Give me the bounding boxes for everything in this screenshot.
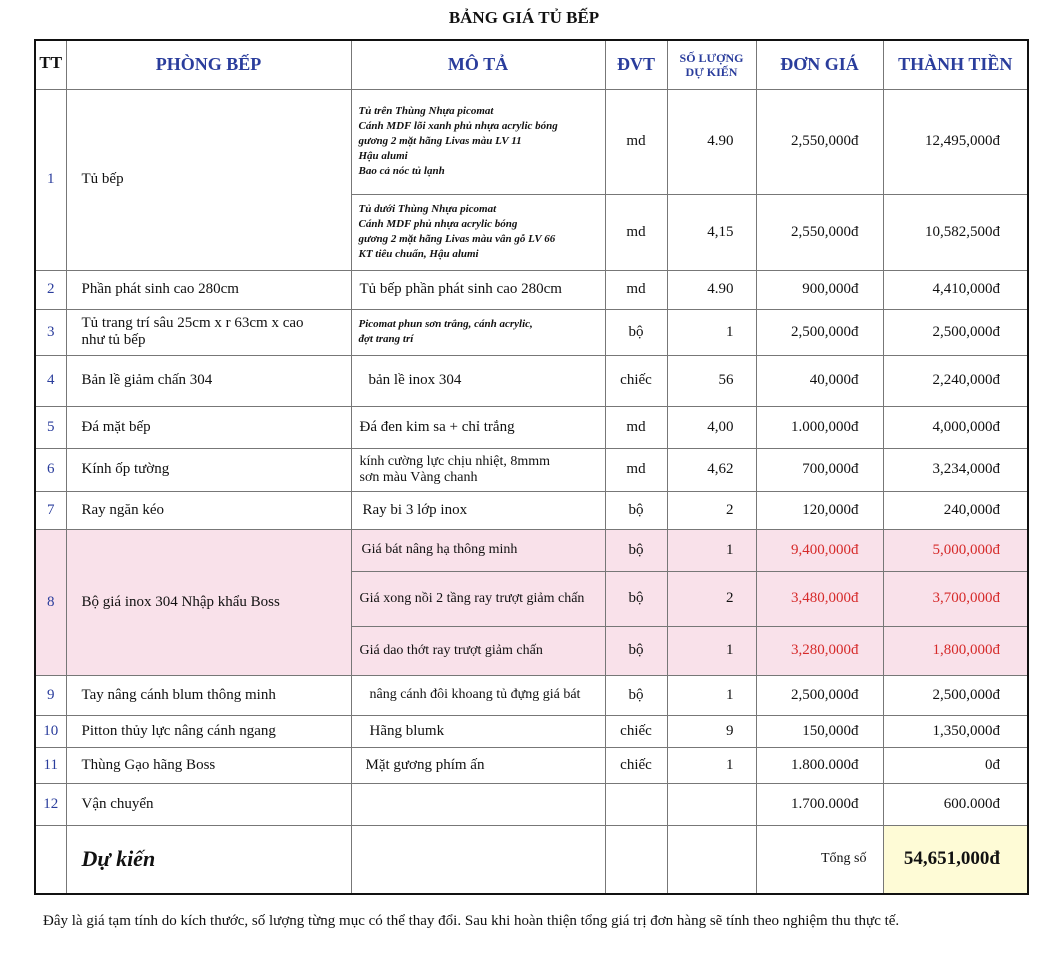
item-unit: md: [605, 194, 667, 270]
item-desc: Ray bi 3 lớp inox: [351, 491, 605, 529]
summary-empty-cell: [351, 825, 605, 894]
row-number: 1: [35, 89, 66, 270]
item-unit: chiếc: [605, 355, 667, 406]
item-name: Bộ giá inox 304 Nhập khẩu Boss: [66, 529, 351, 675]
item-unit: md: [605, 89, 667, 194]
header-qty-line1: SỐ LƯỢNG: [679, 50, 744, 65]
row-number: 3: [35, 309, 66, 355]
desc-line: đợt trang trí: [358, 333, 414, 345]
item-desc: [351, 309, 605, 355]
table-row: [35, 89, 1028, 194]
item-name: Tủ bếp: [66, 89, 351, 270]
total-label: Tổng số: [756, 825, 883, 894]
item-qty: 4,15: [667, 194, 756, 270]
desc-line: kính cường lực chịu nhiệt, 8mmm: [359, 453, 551, 469]
summary-empty-cell: [605, 825, 667, 894]
table-row: [35, 355, 1028, 406]
item-qty: [667, 783, 756, 825]
header-row: [35, 40, 1028, 89]
row-number: 4: [35, 355, 66, 406]
summary-row: [35, 825, 1028, 894]
header-tt: TT: [35, 40, 66, 89]
header-unit: ĐVT: [605, 40, 667, 89]
item-qty: 4,62: [667, 448, 756, 491]
table-row: [35, 747, 1028, 783]
item-unit: md: [605, 406, 667, 448]
desc-line: KT tiêu chuẩn, Hậu alumi: [358, 248, 479, 260]
item-desc: Giá dao thớt ray trượt giảm chấn: [351, 626, 605, 675]
desc-line: Tủ trên Thùng Nhựa picomat: [358, 105, 494, 117]
desc-line: Hậu alumi: [358, 150, 408, 162]
grand-total: 54,651,000đ: [883, 825, 1028, 894]
item-total: 5,000,000đ: [883, 529, 1028, 571]
item-total: 10,582,500đ: [883, 194, 1028, 270]
name-line: như tủ bếp: [81, 332, 146, 348]
price-table: [34, 39, 1029, 895]
item-price: 2,550,000đ: [756, 89, 883, 194]
item-price: 2,500,000đ: [756, 675, 883, 715]
table-row: [35, 309, 1028, 355]
item-name: Bản lề giảm chấn 304: [66, 355, 351, 406]
item-qty: 1: [667, 626, 756, 675]
item-total: 2,240,000đ: [883, 355, 1028, 406]
item-desc: [351, 89, 605, 194]
item-qty: 56: [667, 355, 756, 406]
item-desc: Mặt gương phím ấn: [351, 747, 605, 783]
item-total: 3,234,000đ: [883, 448, 1028, 491]
item-desc: bản lề inox 304: [351, 355, 605, 406]
item-price: 1.000,000đ: [756, 406, 883, 448]
estimate-label: Dự kiến: [66, 825, 351, 894]
row-number: 2: [35, 270, 66, 309]
summary-empty-cell: [667, 825, 756, 894]
item-unit: bộ: [605, 626, 667, 675]
desc-line: sơn màu Vàng chanh: [359, 469, 478, 485]
table-row: [35, 406, 1028, 448]
item-name: Ray ngăn kéo: [66, 491, 351, 529]
item-qty: 1: [667, 747, 756, 783]
footnote: Đây là giá tạm tính do kích thước, số lượng từng mục có thể thay đổi. Sau khi hoàn thiện tổng giá trị đơn hàng sẽ tính theo nghiệm thu thực tế.: [43, 913, 900, 929]
item-price: 1.700.000đ: [756, 783, 883, 825]
item-qty: 1: [667, 309, 756, 355]
item-price: 1.800.000đ: [756, 747, 883, 783]
desc-line: Cánh MDF lõi xanh phủ nhựa acrylic bóng: [358, 120, 558, 132]
item-unit: bộ: [605, 571, 667, 626]
row-number: 12: [35, 783, 66, 825]
desc-line: Bao cả nóc tủ lạnh: [358, 165, 445, 177]
item-unit: [605, 783, 667, 825]
item-unit: bộ: [605, 491, 667, 529]
header-total: THÀNH TIỀN: [883, 40, 1028, 89]
item-name: Thùng Gạo hãng Boss: [66, 747, 351, 783]
table-row: [35, 448, 1028, 491]
item-desc: [351, 448, 605, 491]
item-total: 240,000đ: [883, 491, 1028, 529]
item-total: 12,495,000đ: [883, 89, 1028, 194]
item-qty: 2: [667, 571, 756, 626]
row-number: 11: [35, 747, 66, 783]
header-desc: MÔ TẢ: [351, 40, 605, 89]
item-total: 2,500,000đ: [883, 675, 1028, 715]
item-total: 1,350,000đ: [883, 715, 1028, 747]
item-name: Đá mặt bếp: [66, 406, 351, 448]
item-unit: bộ: [605, 529, 667, 571]
item-desc: Đá đen kim sa + chỉ trắng: [351, 406, 605, 448]
desc-line: gương 2 mặt hãng Livas màu vân gỗ LV 66: [358, 233, 556, 245]
item-desc: Tủ bếp phần phát sinh cao 280cm: [351, 270, 605, 309]
item-unit: bộ: [605, 675, 667, 715]
item-price: 3,280,000đ: [756, 626, 883, 675]
header-qty-line2: DỰ KIẾN: [685, 64, 738, 79]
item-name: Phần phát sinh cao 280cm: [66, 270, 351, 309]
item-total: 600.000đ: [883, 783, 1028, 825]
item-unit: chiếc: [605, 715, 667, 747]
row-number: 10: [35, 715, 66, 747]
row-number: 8: [35, 529, 66, 675]
desc-line: gương 2 mặt hãng Livas màu LV 11: [358, 135, 522, 147]
item-unit: md: [605, 448, 667, 491]
table-row: [35, 783, 1028, 825]
item-qty: 4.90: [667, 89, 756, 194]
name-line: Tủ trang trí sâu 25cm x r 63cm x cao: [81, 315, 304, 331]
item-desc: [351, 194, 605, 270]
item-qty: 1: [667, 675, 756, 715]
table-row: [35, 675, 1028, 715]
table-row: [35, 529, 1028, 571]
item-total: 3,700,000đ: [883, 571, 1028, 626]
header-room: PHÒNG BẾP: [66, 40, 351, 89]
item-price: 900,000đ: [756, 270, 883, 309]
desc-line: Tủ dưới Thùng Nhựa picomat: [358, 203, 497, 215]
header-price: ĐƠN GIÁ: [756, 40, 883, 89]
desc-line: Cánh MDF phủ nhựa acrylic bóng: [358, 218, 518, 230]
table-row: [35, 270, 1028, 309]
item-price: 2,550,000đ: [756, 194, 883, 270]
item-total: 4,410,000đ: [883, 270, 1028, 309]
item-qty: 9: [667, 715, 756, 747]
item-total: 2,500,000đ: [883, 309, 1028, 355]
item-price: 40,000đ: [756, 355, 883, 406]
item-desc: [351, 783, 605, 825]
item-qty: 4,00: [667, 406, 756, 448]
desc-line: Picomat phun sơn trắng, cánh acrylic,: [358, 318, 533, 330]
header-qty: [667, 40, 756, 89]
item-price: 150,000đ: [756, 715, 883, 747]
item-name: Vận chuyển: [66, 783, 351, 825]
item-total: 0đ: [883, 747, 1028, 783]
item-price: 2,500,000đ: [756, 309, 883, 355]
item-price: 700,000đ: [756, 448, 883, 491]
item-price: 120,000đ: [756, 491, 883, 529]
summary-empty-cell: [35, 825, 66, 894]
item-total: 4,000,000đ: [883, 406, 1028, 448]
row-number: 9: [35, 675, 66, 715]
item-price: 3,480,000đ: [756, 571, 883, 626]
row-number: 7: [35, 491, 66, 529]
item-qty: 2: [667, 491, 756, 529]
item-unit: bộ: [605, 309, 667, 355]
item-unit: chiếc: [605, 747, 667, 783]
table-row: [35, 715, 1028, 747]
table-row: [35, 491, 1028, 529]
item-total: 1,800,000đ: [883, 626, 1028, 675]
item-name: Tay nâng cánh blum thông minh: [66, 675, 351, 715]
item-unit: md: [605, 270, 667, 309]
item-price: 9,400,000đ: [756, 529, 883, 571]
item-desc: Giá xong nồi 2 tầng ray trượt giảm chấn: [351, 571, 605, 626]
item-qty: 4.90: [667, 270, 756, 309]
item-name: Pitton thủy lực nâng cánh ngang: [66, 715, 351, 747]
row-number: 5: [35, 406, 66, 448]
row-number: 6: [35, 448, 66, 491]
item-desc: Giá bát nâng hạ thông minh: [351, 529, 605, 571]
item-name: Kính ốp tường: [66, 448, 351, 491]
item-name: [66, 309, 351, 355]
page-title: BẢNG GIÁ TỦ BẾP: [448, 8, 600, 27]
item-desc: nâng cánh đôi khoang tủ đựng giá bát: [351, 675, 605, 715]
item-qty: 1: [667, 529, 756, 571]
item-desc: Hãng blumk: [351, 715, 605, 747]
